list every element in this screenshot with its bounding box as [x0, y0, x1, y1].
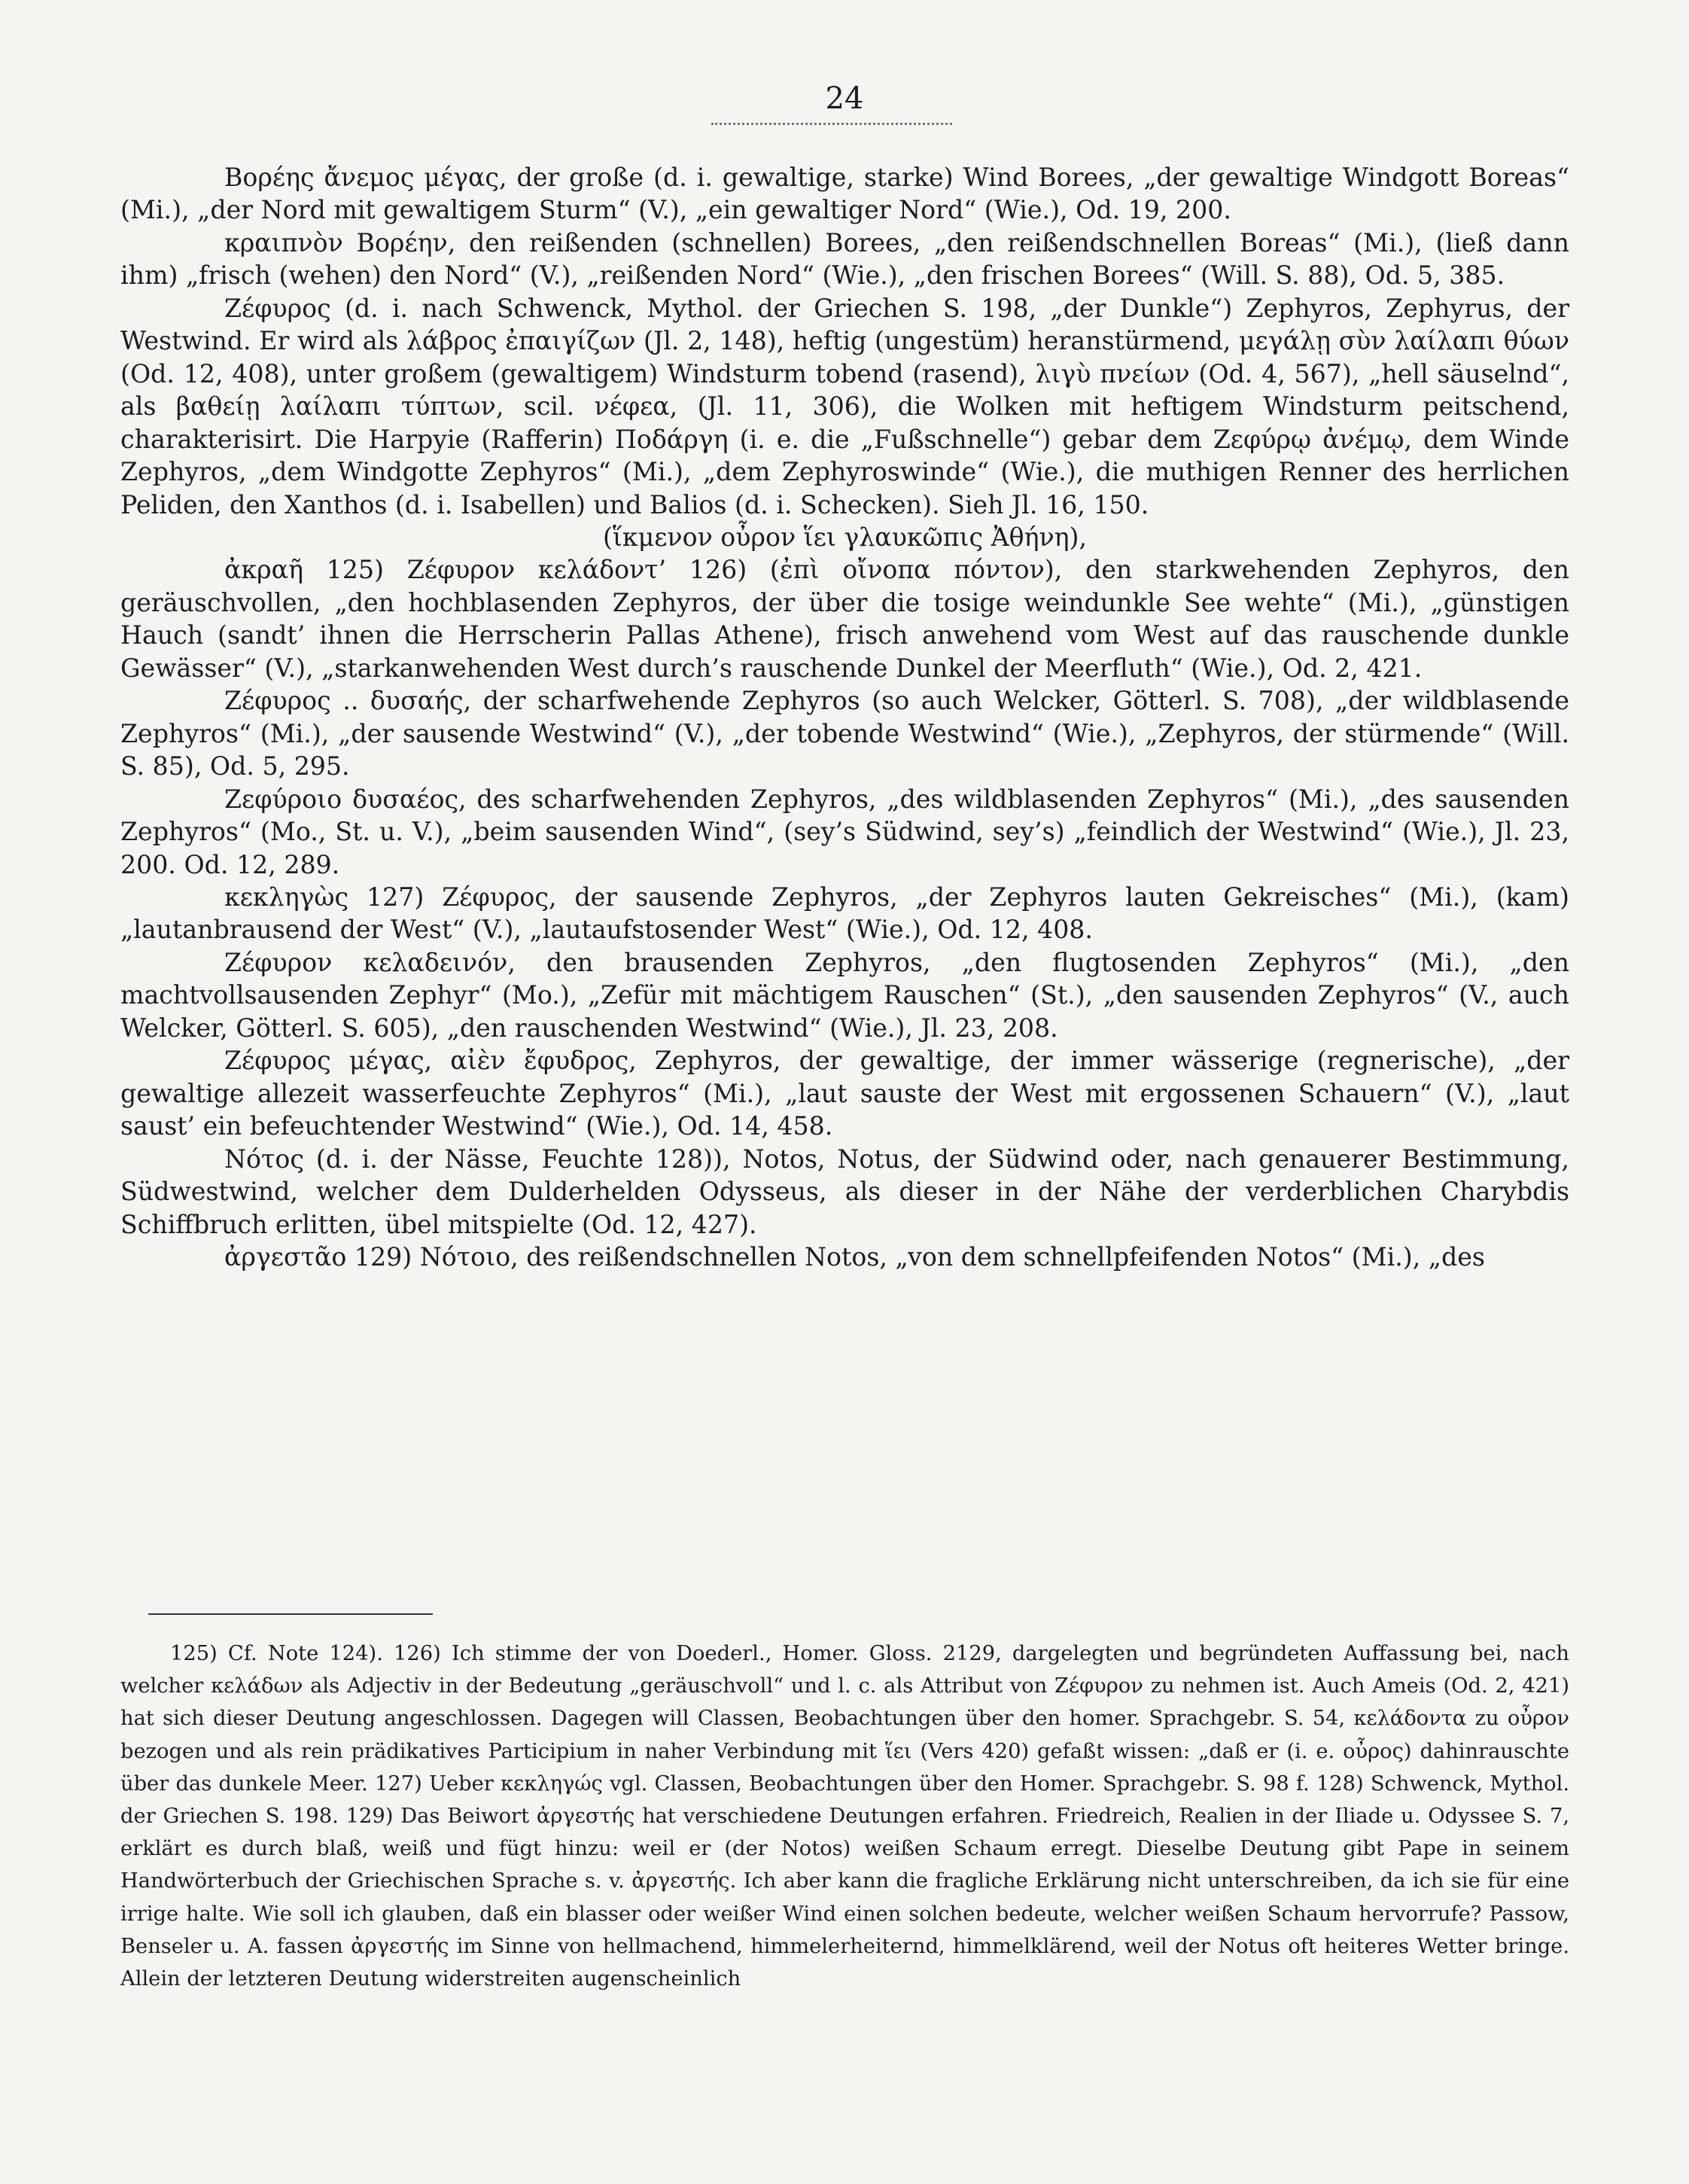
paragraph-keladeinon: Ζέφυρον κελαδεινόν, den brausenden Zephyros, „den flugtosenden Zephyros“ (Mi.), „den machtvollsausenden Zephyr“ (Mo.), „Zefür mit mächtigem Rauschen“ (St.), „den sausenden Zephyros“ (V., auch Welcker, Götterl. S. 605), „den rauschenden Westwind“ (Wie.), Jl. 23, 208.	[120, 947, 1569, 1043]
paragraph-boreas-megas: Βορέης ἄνεμος μέγας, der große (d. i. gewaltige, starke) Wind Borees, „der gewaltige Windgott Boreas“ (Mi.), „der Nord mit gewaltigem Sturm“ (V.), „ein gewaltiger Nord“ (Wie.), Od. 19, 200.	[120, 163, 1569, 225]
paragraph-boreas-kraipnos: κραιπνὸν Βορέην, den reißenden (schnellen) Borees, „den reißendschnellen Boreas“ (Mi.), (ließ dann ihm) „frisch (wehen) den Nord“ (V.), „reißenden Nord“ (Wie.), „den frischen Borees“ (Will. S. 88), Od. 5, 385.	[120, 227, 1569, 291]
paragraph-akrae: ἀκραῆ 125) Ζέφυρον κελάδοντ’ 126) (ἐπὶ οἴνοπα πόντον), den starkwehenden Zephyros, den geräuschvollen, „den hochblasenden Zephyros, der über die tosige weindunkle See wehte“ (Mi.), „günstigen Hauch (sandt’ ihnen die Herrscherin Pallas Athene), frisch anwehend vom West auf das rauschende dunkle Gewässer“ (V.), „starkanwehenden West durch’s rauschende Dunkel der Meerfluth“ (Wie.), Od. 2, 421.	[120, 555, 1569, 683]
paragraph-argestao: ἀργεστᾶο 129) Νότοιο, des reißendschnellen Notos, „von dem schnellpfeifenden Notos“ (Mi.), „des	[224, 1241, 1485, 1272]
paragraph-keklegos: κεκληγὼς 127) Ζέφυρος, der sausende Zephyros, „der Zephyros lauten Gekreisches“ (Mi.), (kam) „lautanbrausend der West“ (V.), „lautaufstosender West“ (Wie.), Od. 12, 408.	[120, 882, 1569, 945]
paragraph-dysaes: Ζέφυρος .. δυσαής, der scharfwehende Zephyros (so auch Welcker, Götterl. S. 708), „der wildblasende Zephyros“ (Mi.), „der sausende Westwind“ (V.), „der tobende Westwind“ (Wie.), „Zephyros, der stürmende“ (Will. S. 85), Od. 5, 295.	[120, 686, 1569, 781]
paragraph-zephyros: Ζέφυρος (d. i. nach Schwenck, Mythol. der Griechen S. 198, „der Dunkle“) Zephyros, Zephyrus, der Westwind. Er wird als λάβρος ἐπαιγίζων (Jl. 2, 148), heftig (ungestüm) heranstürmend, μεγάλῃ σὺν λαίλαπι θύων (Od. 12, 408), unter großem (gewaltigem) Windsturm tobend (rasend), λιγὺ πνείων (Od. 4, 567), „hell säuselnd“, als βαθείῃ λαίλαπι τύπτων, scil. νέφεα, (Jl. 11, 306), die Wolken mit heftigem Windsturm peitschend, charakterisirt. Die Harpyie (Rafferin) Ποδάργη (i. e. die „Fußschnelle“) gebar dem Ζεφύρῳ ἀνέμῳ, dem Winde Zephyros, „dem Windgotte Zephyros“ (Mi.), „dem Zephyroswinde“ (Wie.), die muthigen Renner des herrlichen Peliden, den Xanthos (d. i. Isabellen) und Balios (d. i. Schecken). Sieh Jl. 16, 150.	[120, 293, 1569, 519]
paragraph-ephydros: Ζέφυρος μέγας, αἰὲν ἔφυδρος, Zephyros, der gewaltige, der immer wässerige (regnerische), „der gewaltige allezeit wasserfeuchte Zephyros“ (Mi.), „laut sauste der West mit ergossenen Schauern“ (V.), „laut saust’ ein befeuchtender Westwind“ (Wie.), Od. 14, 458.	[120, 1046, 1569, 1141]
page-number: 24	[825, 81, 864, 116]
main-text	[120, 161, 1569, 1273]
paragraph-notos: Νότος (d. i. der Nässe, Feuchte 128)), Notos, Notus, der Südwind oder, nach genauerer Bestimmung, Südwestwind, welcher dem Dulderhelden Odysseus, als dieser in der Nähe der verderblichen Charybdis Schiffbruch erlitten, übel mitspielte (Od. 12, 427).	[120, 1144, 1569, 1239]
header-rule	[711, 123, 952, 125]
verse-quote: (ἵκμενον οὖρον ἵει γλαυκῶπις Ἀθήνη),	[602, 522, 1088, 552]
paragraph-dysaeos: Ζεφύροιο δυσαέος, des scharfwehenden Zephyros, „des wildblasenden Zephyros“ (Mi.), „des sausenden Zephyros“ (Mo., St. u. V.), „beim sausenden Wind“, (sey’s Südwind, sey’s) „feindlich der Westwind“ (Wie.), Jl. 23, 200. Od. 12, 289.	[120, 784, 1569, 879]
footnote-divider	[148, 1613, 433, 1615]
footnotes	[120, 1637, 1569, 1995]
footnote-block: 125) Cf. Note 124). 126) Ich stimme der von Doederl., Homer. Gloss. 2129, dargelegten und begründeten Auffassung bei, nach welcher κελάδων als Adjectiv in der Bedeutung „geräuschvoll“ und l. c. als Attribut von Ζέφυρον zu nehmen ist. Auch Ameis (Od. 2, 421) hat sich dieser Deutung angeschlossen. Dagegen will Classen, Beobachtungen über den homer. Sprachgebr. S. 54, κελάδοντα zu οὖρον bezogen und als rein prädikatives Participium in naher Verbindung mit ἵει (Vers 420) gefaßt wissen: „daß er (i. e. οὖρος) dahinrauschte über das dunkele Meer. 127) Ueber κεκληγώς vgl. Classen, Beobachtungen über den Homer. Sprachgebr. S. 98 f. 128) Schwenck, Mythol. der Griechen S. 198. 129) Das Beiwort ἀργεστής hat verschiedene Deutungen erfahren. Friedreich, Realien in der Iliade u. Odyssee S. 7, erklärt es durch blaß, weiß und fügt hinzu: weil er (der Notos) weißen Schaum erregt. Dieselbe Deutung gibt Pape in seinem Handwörterbuch der Griechischen Sprache s. v. ἀργεστής. Ich aber kann die fragliche Erklärung nicht unterschreiben, da ich sie für eine irrige halte. Wie soll ich glauben, daß ein blasser oder weißer Wind einen solchen bedeute, welcher weißen Schaum hervorrufe? Passow, Benseler u. A. fassen ἀργεστής im Sinne von hellmachend, himmelerheiternd, himmelklärend, weil der Notus oft heiteres Wetter bringe. Allein der letzteren Deutung widerstreiten augenscheinlich	[120, 1642, 1569, 1991]
